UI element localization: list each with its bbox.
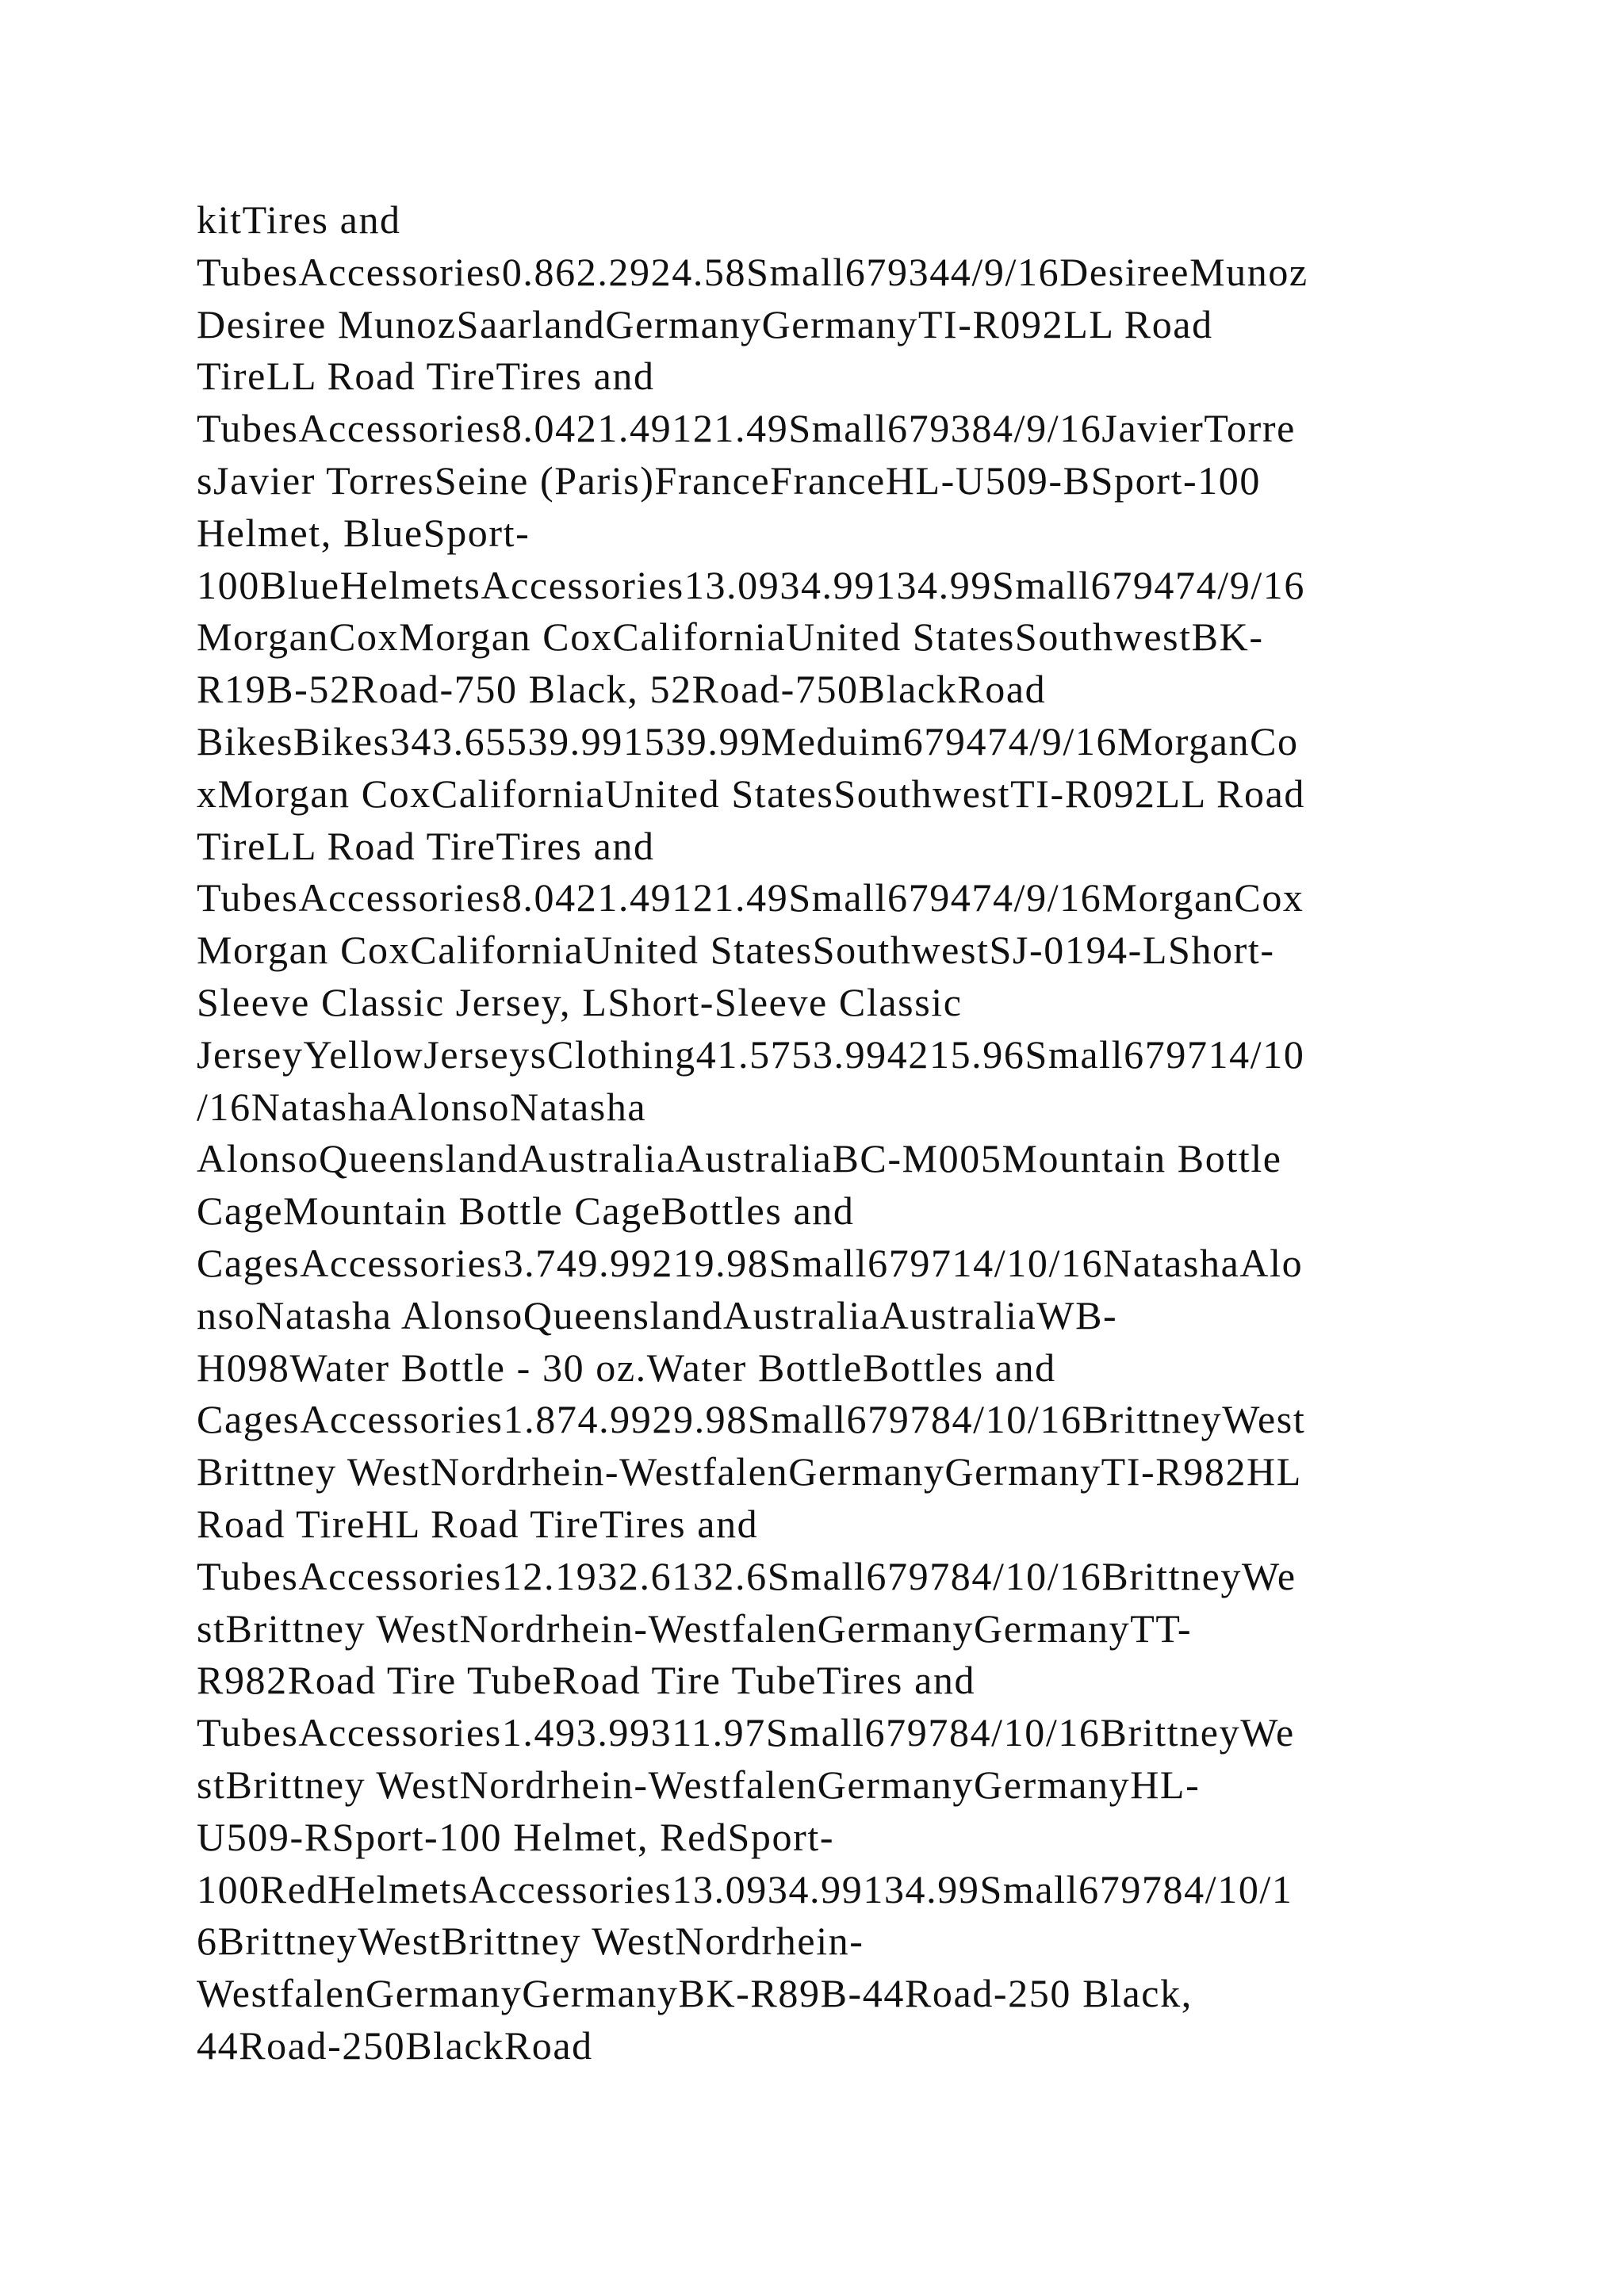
text-line: H098Water Bottle - 30 oz.Water BottleBottles and: [197, 1345, 1056, 1390]
text-line: AlonsoQueenslandAustraliaAustraliaBC-M005Mountain Bottle: [197, 1136, 1282, 1181]
document-body-text: [197, 194, 1450, 2072]
text-line: sJavier TorresSeine (Paris)FranceFranceHL-U509-BSport-100: [197, 457, 1262, 503]
text-line: MorganCoxMorgan CoxCaliforniaUnited StatesSouthwestBK-: [197, 614, 1264, 660]
text-line: TubesAccessories1.493.99311.97Small679784/10/16BrittneyWe: [197, 1710, 1295, 1755]
text-line: xMorgan CoxCaliforniaUnited StatesSouthwestTI-R092LL Road: [197, 771, 1305, 816]
text-line: CageMountain Bottle CageBottles and: [197, 1188, 855, 1234]
text-line: R19B-52Road-750 Black, 52Road-750BlackRoad: [197, 667, 1047, 712]
text-line: 6BrittneyWestBrittney WestNordrhein-: [197, 1919, 864, 1964]
text-line: Helmet, BlueSport-: [197, 510, 530, 555]
text-line: Road TireHL Road TireTires and: [197, 1501, 759, 1546]
text-line: kitTires and: [197, 197, 401, 242]
text-line: WestfalenGermanyGermanyBK-R89B-44Road-250 Black,: [197, 1971, 1193, 2016]
text-line: TubesAccessories8.0421.49121.49Small679384/9/16JavierTorre: [197, 406, 1296, 451]
text-line: Morgan CoxCaliforniaUnited StatesSouthwestSJ-0194-LShort-: [197, 928, 1275, 973]
text-line: R982Road Tire TubeRoad Tire TubeTires and: [197, 1658, 976, 1703]
text-line: Sleeve Classic Jersey, LShort-Sleeve Classic: [197, 979, 963, 1024]
text-line: BikesBikes343.65539.991539.99Meduim679474/9/16MorganCo: [197, 718, 1299, 763]
text-line: 44Road-250BlackRoad: [197, 2022, 593, 2068]
text-line: stBrittney WestNordrhein-WestfalenGermanyGermanyHL-: [197, 1762, 1201, 1807]
text-line: 100RedHelmetsAccessories13.0934.99134.99Small679784/10/1: [197, 1866, 1293, 1911]
text-line: CagesAccessories3.749.99219.98Small679714/10/16NatashaAlo: [197, 1240, 1304, 1285]
text-line: TubesAccessories0.862.2924.58Small679344/9/16DesireeMunoz: [197, 249, 1308, 294]
text-line: Brittney WestNordrhein-WestfalenGermanyGermanyTI-R982HL: [197, 1449, 1302, 1494]
text-line: Desiree MunozSaarlandGermanyGermanyTI-R092LL Road: [197, 301, 1213, 346]
text-line: TireLL Road TireTires and: [197, 823, 655, 868]
text-line: /16NatashaAlonsoNatasha: [197, 1084, 647, 1129]
text-line: U509-RSport-100 Helmet, RedSport-: [197, 1814, 835, 1859]
text-line: TireLL Road TireTires and: [197, 354, 655, 399]
text-line: TubesAccessories12.1932.6132.6Small679784/10/16BrittneyWe: [197, 1553, 1297, 1598]
text-line: stBrittney WestNordrhein-WestfalenGermanyGermanyTT-: [197, 1605, 1193, 1651]
text-line: TubesAccessories8.0421.49121.49Small679474/9/16MorganCox: [197, 875, 1304, 920]
text-line: nsoNatasha AlonsoQueenslandAustraliaAustraliaWB-: [197, 1292, 1118, 1337]
text-line: JerseyYellowJerseysClothing41.5753.994215.96Small679714/10: [197, 1031, 1305, 1077]
text-line: CagesAccessories1.874.9929.98Small679784/10/16BrittneyWest: [197, 1397, 1306, 1442]
text-line: 100BlueHelmetsAccessories13.0934.99134.99Small679474/9/16: [197, 562, 1306, 607]
